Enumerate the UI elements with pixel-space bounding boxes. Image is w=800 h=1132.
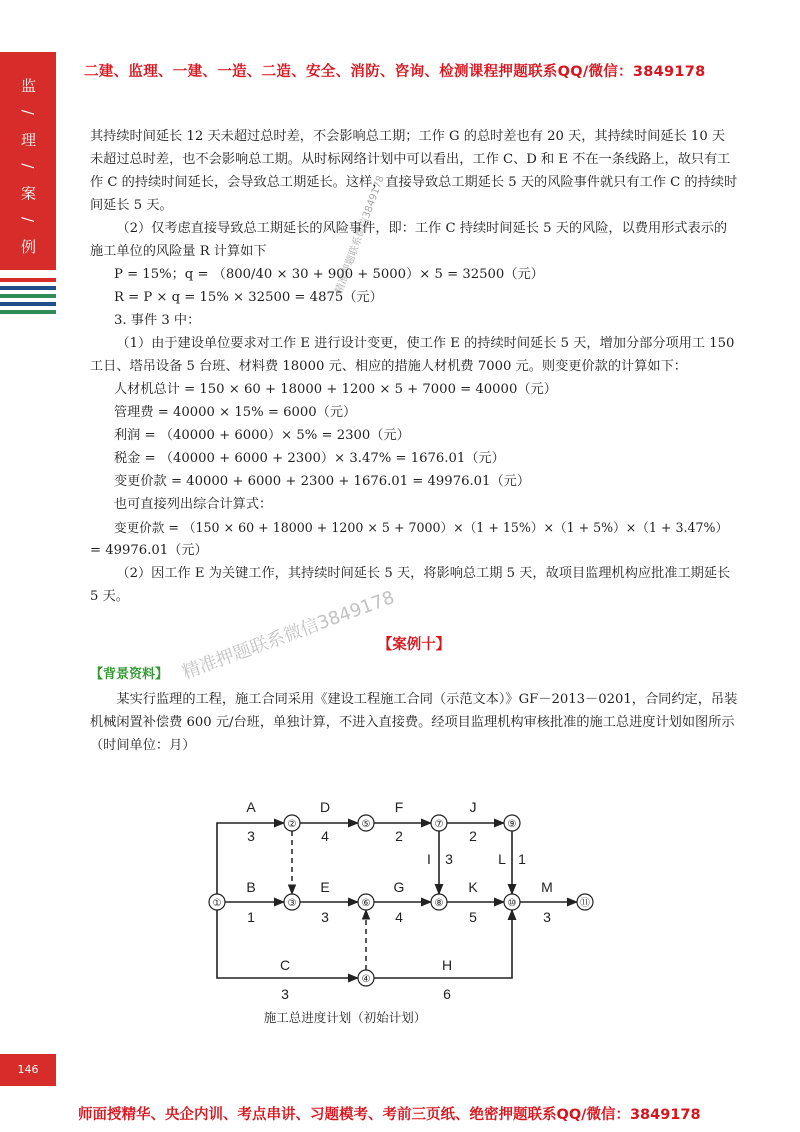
activity-name: H [441, 957, 453, 973]
activity-name: I [427, 851, 431, 867]
activity-name: C [279, 957, 291, 973]
formula-line: 管理费 = 40000 × 15% = 6000（元） [114, 405, 357, 420]
stripe [0, 302, 56, 306]
activity-name: M [541, 879, 553, 895]
activity-name: E [320, 879, 330, 895]
activity-name: G [393, 879, 405, 895]
activity-duration: 3 [247, 828, 255, 844]
formula-line: 变更价款 = 40000 + 6000 + 2300 + 1676.01 = 49976.01（元） [114, 474, 531, 489]
activity-duration: 3 [445, 851, 453, 867]
watermark: 精准押题联系微信3849178 [179, 587, 398, 684]
node-label: ④ [361, 974, 371, 985]
page-number: 146 [0, 1054, 56, 1086]
paragraph: 其持续时间延长 12 天未超过总时差，不会影响总工期；工作 G 的总时差也有 20 天，其持续时间延长 10 天未超过总时差，也不会影响总工期。从时标网络计划中可以看出，工作 C、D 和 E 不在一条线路上，故只有工作 C 的持续时间延长，会导致总工期延长。这样，直接导致总工期延长 5 天的风险事件就只有工作 C 的持续时间延长 5 天。 [90, 129, 738, 213]
node-label: ② [287, 819, 297, 830]
activity-duration: 2 [469, 828, 477, 844]
activity-duration: 1 [518, 851, 526, 867]
formula-line: 税金 = （40000 + 6000 + 2300）× 3.47% = 1676.01（元） [114, 451, 505, 466]
footer-banner: 师面授精华、央企内训、考点串讲、习题模考、考前三页纸、绝密押题联系QQ/微信：3849178 [78, 1107, 701, 1123]
activity-duration: 2 [395, 828, 403, 844]
activity-name: K [468, 879, 478, 895]
section-label-text: 监 / 理 / 案 / 例 [19, 78, 37, 260]
formula-line: P = 15%；q = （800/40 × 30 + 900 + 5000）× 5 = 32500（元） [114, 267, 544, 282]
network-diagram [195, 790, 615, 1030]
sub-heading: 3. 事件 3 中： [114, 313, 201, 328]
activity-duration: 4 [395, 909, 403, 925]
activity-duration: 4 [321, 828, 329, 844]
activity-duration: 3 [321, 909, 329, 925]
node-label: ⑦ [434, 819, 444, 830]
paragraph: （2）因工作 E 为关键工作，其持续时间延长 5 天，将影响总工期 5 天，故项目监理机构应批准工期延长 5 天。 [90, 566, 731, 604]
case-intro: 某实行监理的工程，施工合同采用《建设工程施工合同（示范文本）》GF－2013－0201，合同约定，吊装机械闲置补偿费 600 元/台班，单独计算，不进入直接费。经项目监理机构审核批准的施工总进度计划如图所示（时间单位：月） [90, 692, 738, 753]
activity-duration: 3 [543, 909, 551, 925]
formula-line: 利润 = （40000 + 6000）× 5% = 2300（元） [114, 428, 410, 443]
node-label: ⑥ [361, 898, 371, 909]
activity-name: L [498, 851, 506, 867]
node-label: ⑪ [580, 898, 590, 909]
activity-name: F [394, 799, 404, 815]
header-banner: 二建、监理、一建、一造、二造、安全、消防、咨询、检测课程押题联系QQ/微信：3849178 [84, 64, 706, 80]
stripe [0, 310, 56, 314]
activity-name: J [469, 799, 477, 815]
node-label: ⑤ [361, 819, 371, 830]
node-label: ⑩ [507, 898, 517, 909]
activity-duration: 3 [281, 986, 289, 1002]
diagram-caption: 施工总进度计划（初始计划） [263, 1010, 427, 1025]
activity-duration: 5 [469, 909, 477, 925]
formula-line: = 49976.01（元） [90, 543, 208, 558]
node-label: ⑧ [434, 898, 444, 909]
formula-line: 也可直接列出综合计算式： [114, 497, 273, 512]
section-label [0, 78, 56, 260]
formula-line: R = P × q = 15% × 32500 = 4875（元） [114, 290, 383, 305]
stripe [0, 294, 56, 298]
activity-name: B [246, 879, 256, 895]
paragraph: （2）仅考虑直接导致总工期延长的风险事件，即：工作 C 持续时间延长 5 天的风险，以费用形式表示的施工单位的风险量 R 计算如下 [90, 221, 728, 259]
background-label: 【背景资料】 [90, 667, 169, 682]
formula-line: 变更价款 = （150 × 60 + 18000 + 1200 × 5 + 7000）×（1 + 15%）×（1 + 5%）×（1 + 3.47%） [114, 520, 729, 535]
node-label: ① [212, 898, 222, 909]
activity-duration: 1 [247, 909, 255, 925]
formula-line: 人材机总计 = 150 × 60 + 18000 + 1200 × 5 + 7000 = 40000（元） [114, 382, 557, 397]
section-side-tab [0, 52, 56, 270]
node-label: ⑨ [507, 819, 517, 830]
stripe [0, 278, 56, 282]
paragraph: （1）由于建设单位要求对工作 E 进行设计变更，使工作 E 的持续时间延长 5 天，增加分部分项用工 150 工日、塔吊设备 5 台班、材料费 18000 元、相应的措施人材机费 7000 元。则变更价款的计算如下： [90, 336, 735, 374]
activity-duration: 6 [443, 986, 451, 1002]
case-title: 【案例十】 [377, 637, 451, 653]
node-label: ③ [287, 898, 297, 909]
stripe [0, 286, 56, 290]
watermark: 精准押题联系微信3849178 [333, 174, 387, 296]
decorative-stripes [0, 278, 56, 318]
activity-name: A [246, 799, 256, 815]
network-diagram-svg [195, 790, 615, 1020]
activity-name: D [319, 799, 331, 815]
